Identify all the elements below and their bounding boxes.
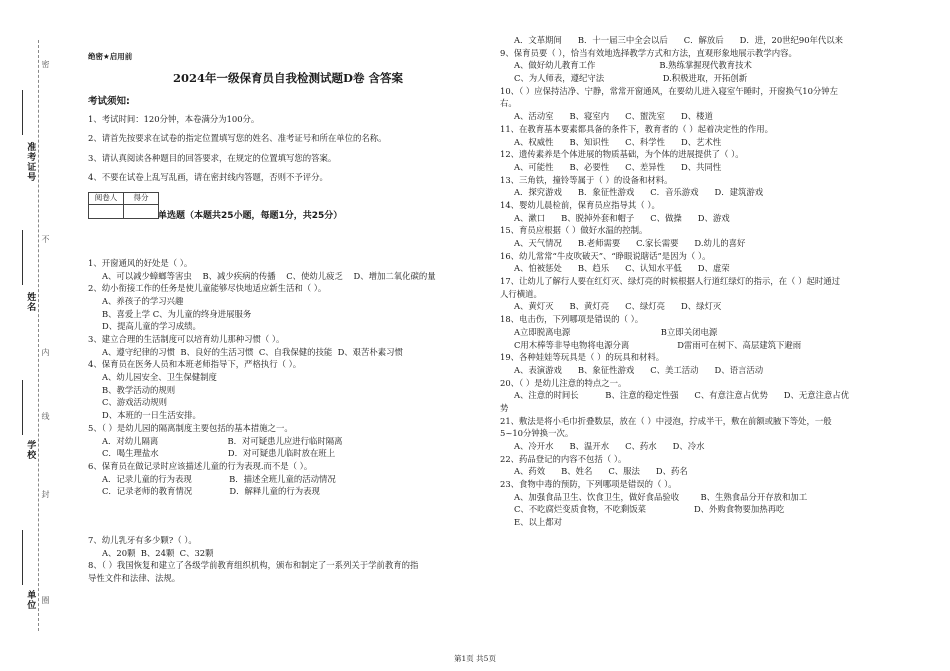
question-text: 11、在教育基本要素都具备的条件下，教育者的（ ）起着决定性的作用。 bbox=[500, 123, 773, 134]
answer-options: A、加强食品卫生、饮食卫生，做好食品验收 B、生熟食品分开存放和加工 bbox=[514, 491, 808, 502]
secret-mark: 绝密★启用前 bbox=[88, 52, 133, 61]
answer-options: A、遵守纪律的习惯 B、良好的生活习惯 C、自我保健的技能 D、艰苦朴素习惯 bbox=[102, 346, 403, 357]
fill-line-school bbox=[22, 380, 23, 435]
question-text: 导性文件和法律、法规。 bbox=[88, 573, 181, 583]
question-text: 9、保育员要（ ），恰当有效地选择教学方式和方法，直观形象地展示教学内容。 bbox=[500, 47, 797, 58]
question-text: 2、幼小衔接工作的任务是使儿童能够尽快地适应新生活和（ ）。 bbox=[88, 283, 327, 294]
question-text: 人行横道。 bbox=[500, 288, 542, 299]
question-text: 10、（ ）应保持洁净、宁静，常常开窗通风，在要幼儿进入寝室午睡时，开窗换气10分钟左 bbox=[500, 85, 839, 96]
notice-item: 4、不要在试卷上乱写乱画，请在密封线内答题，否则不予评分。 bbox=[88, 172, 328, 183]
answer-options: A立即脱离电源 B立即关闭电源 bbox=[514, 326, 718, 337]
answer-options: A、可以减少蟑螂等害虫 B、减少疾病的传播 C、使幼儿疲乏 D、增加二氧化碳的量 bbox=[102, 270, 436, 281]
answer-options: A、表演游戏 B、象征性游戏 C、美工活动 D、语言活动 bbox=[514, 364, 764, 375]
answer-options: A、活动室 B、寝室内 C、盥洗室 D、楼道 bbox=[514, 111, 713, 122]
question-list-left bbox=[88, 258, 488, 584]
seal-char: 密 bbox=[41, 60, 50, 68]
question-text: 23、食物中毒的预防，下列哪项是错误的（ ）。 bbox=[500, 479, 677, 490]
score-box bbox=[88, 192, 159, 219]
question-text: 5、（ ）是幼儿园的隔离制度主要包括的基本措施之一。 bbox=[88, 422, 293, 433]
question-text: 1、开窗通风的好处是（ ）。 bbox=[88, 257, 193, 268]
question-text: 3、建立合理的生活制度可以培育幼儿那种习惯（ ）。 bbox=[88, 334, 285, 344]
question-text: 5~10分钟换一次。 bbox=[500, 428, 574, 439]
label-unit: 单位 bbox=[25, 590, 36, 610]
fill-line-name bbox=[22, 230, 23, 285]
label-school: 学校 bbox=[25, 440, 36, 460]
answer-options: E、以上都对 bbox=[514, 517, 562, 528]
notice-heading: 考试须知: bbox=[88, 95, 130, 107]
answer-options: C．记录老师的教育情况 D．解释儿童的行为表现 bbox=[102, 486, 320, 497]
question-text: 20、（ ）是幼儿注意的特点之一。 bbox=[500, 377, 627, 388]
answer-options: A、注意的时间长 B、注意的稳定性强 C、有意注意占优势 D、无意注意占优 bbox=[514, 390, 850, 401]
answer-options: A、怕被惩处 B、趋乐 C、认知水平低 D、虚荣 bbox=[514, 263, 730, 274]
question-text: 14、婴幼儿晨检前，保育员应指导其（ ）。 bbox=[500, 199, 660, 210]
answer-options: D、本班的一日生活安排。 bbox=[102, 410, 201, 421]
answer-options: C、游戏活动规则 bbox=[102, 397, 168, 408]
answer-options: B、教学活动的规则 bbox=[102, 384, 176, 395]
question-text: 19、各种娃娃等玩具是（ ）的玩具和材料。 bbox=[500, 352, 665, 363]
answer-options: A、漱口 B、脱掉外套和帽子 C、做操 D、游戏 bbox=[514, 212, 730, 223]
answer-options: A．记录儿童的行为表现 B．描述全班儿童的活动情况 bbox=[102, 473, 336, 484]
question-text: 21、敷法是将小毛巾折叠数层，放在（ ）中浸泡，拧成半干，敷在前额或腋下等处，一般 bbox=[500, 415, 832, 426]
page-title: 2024年一级保育员自我检测试题D卷 含答案 bbox=[173, 71, 403, 86]
answer-options: A、做好幼儿教育工作 B.熟练掌握现代教育技术 bbox=[514, 60, 752, 71]
answer-options: B、喜爱上学 C、为儿童的终身进展服务 bbox=[102, 308, 252, 319]
fill-line-unit bbox=[22, 530, 23, 585]
answer-options: C、为人师表，遵纪守法 D.积极进取，开拓创新 bbox=[514, 73, 748, 84]
score-box-cell[interactable] bbox=[89, 204, 124, 218]
answer-options: A、可能性 B、必要性 C、差异性 D、共同性 bbox=[514, 161, 722, 172]
seal-char: 线 bbox=[41, 412, 50, 420]
question-text: 17、让幼儿了解行人要在红灯灭、绿灯亮的时候根据人行道红绿灯的指示，在（ ）起时通过 bbox=[500, 276, 840, 287]
question-text: 13、三角铁，撞铃等属于（ ）的设备和材料。 bbox=[500, 174, 673, 185]
answer-options: A、冷开水 B、温开水 C、药水 D、冷水 bbox=[514, 441, 705, 451]
question-text: 15、育员应根据（ ）做好水温的控制。 bbox=[500, 225, 648, 236]
answer-options: A、天气情况 B.老师需要 C.家长需要 D.幼儿的喜好 bbox=[514, 238, 746, 248]
score-box-score: 得分 bbox=[124, 192, 159, 204]
score-box-grader: 阅卷人 bbox=[89, 192, 124, 204]
answer-options: D、提高儿童的学习成绩。 bbox=[102, 321, 201, 332]
answer-options: C、不吃腐烂变质食物，不吃剩饭菜 D、外购食物要加热再吃 bbox=[514, 504, 785, 515]
seal-dashed-line bbox=[38, 40, 39, 631]
page-footer: 第1页 共5页 bbox=[454, 653, 496, 663]
question-text: 势 bbox=[500, 402, 509, 413]
spacer bbox=[88, 499, 488, 535]
answer-options: A、药效 B、姓名 C、服法 D、药名 bbox=[514, 466, 688, 477]
answer-options: A、幼儿园安全、卫生保健制度 bbox=[102, 372, 217, 383]
section-heading: 单选题（本题共25小题，每题1分，共25分） bbox=[158, 210, 343, 221]
question-text: 22、药品登记的内容不包括（ ）。 bbox=[500, 453, 627, 464]
notice-item: 2、请首先按要求在试卷的指定位置填写您的姓名、准考证号和所在单位的名称。 bbox=[88, 133, 387, 144]
question-text: 7、幼儿乳牙有多少颗?（ ）。 bbox=[88, 534, 197, 545]
label-exam-number: 准考证号 bbox=[25, 142, 36, 182]
fill-line-exam-number bbox=[22, 90, 23, 135]
answer-options: A．探究游戏 B．象征性游戏 C．音乐游戏 D．建筑游戏 bbox=[514, 187, 764, 198]
left-column bbox=[88, 52, 488, 586]
question-text: 4、保育员在医务人员和本班老师指导下，严格执行（ ）。 bbox=[88, 359, 302, 370]
answer-options: A、黄灯灭 B、黄灯亮 C、绿灯亮 D、绿灯灭 bbox=[514, 301, 722, 312]
answer-options: A、权威性 B、知识性 C、科学性 D、艺术性 bbox=[514, 136, 722, 147]
answer-options: C用木棒等非导电物将电源分离 D雷雨可在树下、高层建筑下避雨 bbox=[514, 339, 802, 350]
question-text: 16、幼儿常常“牛皮吹破天”、“睁眼说瞎话”是因为（ ）。 bbox=[500, 250, 711, 261]
question-text: 18、电击伤，下列哪项是错误的（ ）。 bbox=[500, 314, 644, 325]
answer-options: C．喝生理盐水 D．对可疑患儿临时放在班上 bbox=[102, 448, 336, 459]
seal-char: 不 bbox=[41, 235, 50, 243]
question-text: 12、遗传素养是个体进展的物质基础，为个体的进展提供了（ ）。 bbox=[500, 149, 744, 160]
seal-char: 内 bbox=[41, 348, 50, 356]
seal-char: 圈 bbox=[41, 596, 50, 604]
answer-options: A、养孩子的学习兴趣 bbox=[102, 295, 184, 306]
question-list-right bbox=[500, 35, 900, 528]
binding-margin bbox=[0, 0, 70, 671]
label-name: 姓名 bbox=[25, 292, 36, 312]
notice-item: 1、考试时间：120分钟，本卷满分为100分。 bbox=[88, 113, 260, 124]
right-column bbox=[500, 35, 900, 530]
question-text: 8、（ ）我国恢复和建立了各级学前教育组织机构，颁布和制定了一系列关于学前教育的指 bbox=[88, 560, 419, 571]
spacer bbox=[88, 222, 488, 258]
seal-char: 封 bbox=[41, 490, 50, 498]
answer-options: A、20颗 B、24颗 C、32颗 bbox=[102, 547, 214, 558]
notice-item: 3、请认真阅读各种题目的回答要求，在规定的位置填写您的答案。 bbox=[88, 152, 337, 163]
question-text: 右。 bbox=[500, 98, 517, 109]
question-text: 6、保育员在做记录时应该描述儿童的行为表现.而不是（ ）。 bbox=[88, 460, 313, 471]
answer-options: A．文革期间 B．十一届三中全会以后 C．解放后 D．进，20世纪90年代以来 bbox=[514, 35, 844, 45]
score-box-cell[interactable] bbox=[124, 204, 159, 218]
answer-options: A．对幼儿隔离 B．对可疑患儿应进行临时隔离 bbox=[102, 435, 343, 446]
